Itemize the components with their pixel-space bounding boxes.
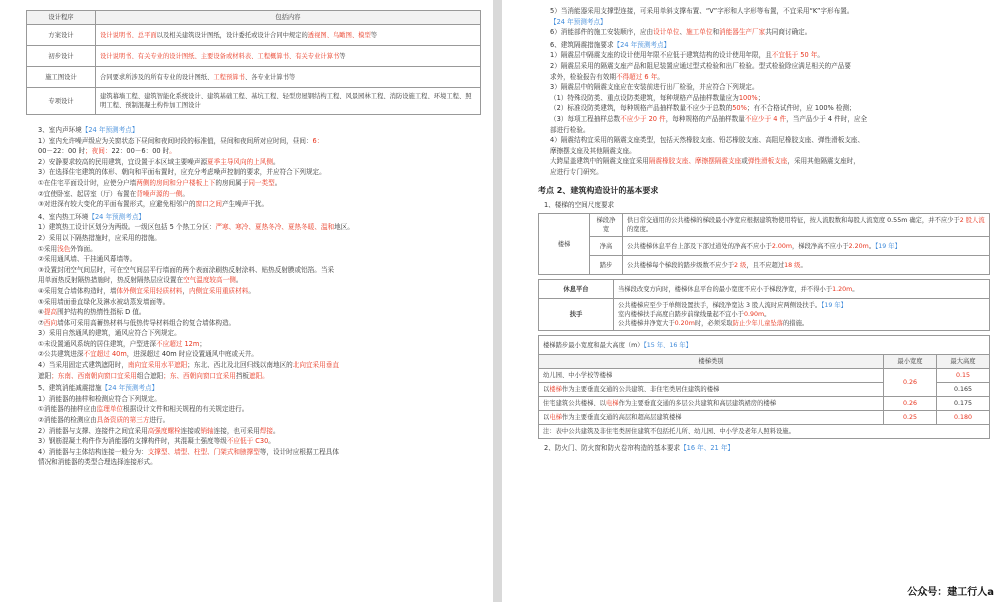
line-text: 1）消能器的抽样和检测应符合下列规定。 [38, 394, 161, 403]
key-term: 不得超过 6 年 [615, 72, 658, 81]
line-text: 摩擦摆支座及其他隔震支座。 [550, 146, 636, 155]
text-line [26, 189, 481, 200]
table-row [539, 369, 990, 383]
table-row [27, 67, 481, 88]
line-text: 22：00－6：00 时 [111, 147, 170, 156]
line-text: 。 [272, 157, 280, 166]
line-text: 求外，检验报告有效期 [550, 72, 616, 81]
table-row [27, 88, 481, 115]
line-text: （2）标准设防类建筑，每种规格产品抽样数量不应少于总数的 [550, 104, 733, 113]
key-term: 同一类型 [248, 178, 275, 187]
line-text: ①消能器的抽样应由 [38, 405, 97, 414]
text-line [538, 72, 990, 83]
text-line [538, 114, 990, 125]
line-text: 墙体可采用高蓄热材料与低热传导材料组合的复合墙体构造。 [57, 318, 236, 327]
key-term: 。 [169, 147, 176, 156]
key-term: 弹性滑板支座 [747, 157, 788, 166]
line-text: 的房间属于 [215, 178, 249, 187]
group-cell: 楼梯 [539, 214, 590, 275]
text-line [538, 135, 990, 146]
stage-cell: 方案设计 [27, 25, 96, 46]
line-text: ④采用复合墙体构造时，墙 [38, 286, 117, 295]
line-text: 情况和消能器的类型合理选择连接形式。 [38, 458, 157, 467]
text-line [538, 146, 990, 157]
key-term: 南向宜采用水平遮阳 [127, 361, 188, 370]
line-text: ②宜使卧室、起居室（厅）布置在 [38, 189, 137, 198]
key-term: 窗口之间 [195, 200, 222, 209]
line-text: 2）隔震层采用的隔震支座产品和阻尼装置应通过型式检验和出厂检验。型式检验除应满足相关的产品要 [550, 61, 851, 70]
subsection-title: 1、楼梯的空间尺度要求 [544, 200, 615, 209]
line-text: 或 [741, 157, 748, 166]
table-row [539, 397, 990, 411]
text-line [26, 254, 481, 265]
text-line [26, 125, 481, 136]
line-text: 2）消能器与支撑、连接件之间宜采用 [38, 426, 148, 435]
height-cell: 0.180 [937, 411, 990, 425]
line-text: （1）特殊设防类、重点设防类建筑，每种规格产品抽样数量应为 [550, 93, 739, 102]
line-text: 6）消能部件的施工安装顺序，应由 [550, 28, 654, 37]
line-text: 4）当采用固定式建筑遮阳时， [38, 361, 128, 370]
stage-cell: 专项设计 [27, 88, 96, 115]
text-line [26, 297, 481, 308]
text-line [538, 61, 990, 72]
text-line [26, 136, 481, 147]
text-line [26, 383, 481, 394]
table-row [539, 214, 990, 237]
text-line [26, 222, 481, 233]
line-text: 4）隔震结构宜采用的隔震支座类型，包括天然橡胶支座、铅芯橡胶支座、高阻尼橡胶支座、弹性滑板支座、 [550, 136, 865, 145]
text-line [26, 178, 481, 189]
line-text: ，采用其他隔震支座时， [787, 157, 860, 166]
text-line [26, 426, 481, 437]
text-line [26, 286, 481, 297]
line-text: 6、建筑隔震措施要求 [550, 40, 614, 49]
text-line [26, 371, 481, 382]
line-text: 和 [712, 28, 720, 37]
item-cell: 净高 [590, 237, 623, 256]
exam-tag: 【24 年预测考点】 [613, 40, 671, 49]
text-line [538, 103, 990, 114]
key-term: 100% [738, 93, 758, 102]
line-text: 、 [679, 28, 687, 37]
line-text: 挡板 [235, 371, 249, 380]
line-text: 连接，也可采用 [213, 426, 260, 435]
content-cell: 合同要求所涉及的所有专业的设计图纸、工程预算书、各专业计算书等 [96, 67, 481, 88]
line-text: 用单面热反射隔热措施时，热反射隔热层应设置在 [38, 276, 184, 285]
line-text: ； [757, 93, 765, 102]
key-term: 不应少于 20 件 [620, 114, 666, 123]
line-text: 等，设计时应根据工程具体 [259, 447, 339, 456]
exam-tag: 【24 年预测考点】 [101, 384, 159, 393]
text-cell: 当梯段改变方向时，楼梯休息平台的最小宽度不应小于梯段净宽，并不得小于1.20m。 [614, 280, 990, 299]
text-cell: 公共楼梯休息平台上部及下部过道处的净高不应小于2.00m，梯段净高不应小于2.20m。【19 年】 [623, 237, 990, 256]
key-term: ；夜间： [85, 147, 112, 156]
key-term: 销轴 [200, 426, 214, 435]
line-text: 产生噪声干扰。 [221, 200, 269, 209]
line-text: 5、建筑消能减震措施 [38, 384, 102, 393]
line-text: 1）室内允许噪声级应为关窗状态下昼间和夜间时段的标准值，昼间和夜间所对应时间，昼间： [38, 136, 313, 145]
key-term: 提高 [43, 308, 58, 317]
content-cell: 设计说明书、有关专业的设计图纸、主要设备或材料表、工程概算书、有关专业计算书等 [96, 46, 481, 67]
key-term: 北向宜采用垂直 [292, 361, 339, 370]
line-text: ③设置封闭空气间层时，可在空气间层平行墙面的两个表面涂刷热反射涂料、贴热反射膜或铝箔。当采 [38, 265, 335, 274]
line-text: ⑥ [38, 308, 44, 317]
category-cell: 住宅建筑公共楼梯、以电梯作为主要垂直交通的多层公共建筑和高层建筑裙房的楼梯 [539, 397, 884, 411]
key-term: 不应超过 12m [156, 339, 200, 348]
line-text: 4、室内热工环境 [38, 212, 89, 221]
line-text: ②采用通风墙、干挂通风幕墙等。 [38, 255, 137, 264]
text-line [538, 40, 990, 51]
line-text: 进行。 [149, 416, 170, 425]
key-term: 具备资质的第三方 [96, 416, 150, 425]
text-line [26, 447, 481, 458]
line-text: 2）采用以下隔热措施时，应采用的措施。 [38, 233, 161, 242]
category-cell: 以电梯作为主要垂直交通的高层和超高层建筑楼梯 [539, 411, 884, 425]
line-text: 4）消能器与主体结构连接一般分为： [38, 447, 148, 456]
line-text: 遮阳 [38, 371, 52, 380]
line-text: ；东北、西北及北回归线以南地区的 [187, 361, 293, 370]
text-line [538, 167, 990, 178]
line-text: 外饰面。 [70, 244, 97, 253]
key-term: 内侧宜采用重质材料 [188, 286, 249, 295]
key-term: 不宜低于 50 年 [771, 51, 818, 60]
table-header: 设计程序 [27, 11, 96, 25]
key-term: 西向 [43, 318, 58, 327]
line-text: ，每种规格的产品抽样数量 [665, 114, 745, 123]
line-text: 00－22：00 时 [38, 147, 86, 156]
line-text: 。 [235, 276, 243, 285]
line-text: 围护结构的热惰性指标 D 值。 [57, 308, 146, 317]
key-term: 体外侧宜采用轻质材料 [116, 286, 183, 295]
key-term: 空气温度较高一侧 [183, 276, 236, 285]
line-text: ①在住宅平面设计时，应使分户墙 [38, 178, 137, 187]
exam-tag: 【24 年预测考点】 [550, 17, 607, 26]
line-text: 应进行专门研究。 [550, 167, 603, 176]
content-cell: 建筑幕墙工程、建筑智能化系统设计、建筑基础工程、基坑工程、轻型房屋钢结构工程、风景园林工程、消防设施工程、环境工程、照明工程、预制混凝土构件加工图设计 [96, 88, 481, 115]
text-line [538, 6, 990, 17]
width-cell: 0.26 [884, 397, 937, 411]
line-text: 根据设计文件和相关规程的有关规定进行。 [123, 405, 249, 414]
left-body-text [26, 125, 481, 468]
stage-cell: 初步设计 [27, 46, 96, 67]
line-text: ③对进深有较大变化的平面布置形式，应避免相邻户的 [38, 200, 196, 209]
table-row [539, 411, 990, 425]
text-cell: 公共楼梯每个梯段的踏步级数不应少于2 级，且不应超过18 级。 [623, 256, 990, 275]
table-caption: 楼梯踏步最小宽度和最大高度（m）【15 年、16 年】 [539, 336, 990, 355]
line-text: ⑦ [38, 318, 44, 327]
text-line [538, 50, 990, 61]
text-line [538, 17, 990, 28]
line-text: 共同商讨确定。 [765, 28, 812, 37]
line-text: 5）当消能器采用支撑型连接，可采用单斜支撑布置、“V”字形和人字形等布置，不宜采用“K”字形布置。 [550, 7, 854, 15]
table-note-row [539, 425, 990, 439]
line-text: ；有不合格试件时，应 100% 检测； [746, 104, 856, 113]
key-term: 两侧的房间和分户楼板上下 [136, 178, 216, 187]
line-text: ⑤采用墙面垂直绿化及淋水被动蒸发墙面等。 [38, 297, 170, 306]
line-text: 3、室内声环境 [38, 126, 82, 134]
line-text: 。 [182, 189, 189, 198]
key-term: 严寒、寒冷、夏热冬冷、夏热冬暖、温和 [215, 223, 335, 232]
width-cell: 0.26 [884, 369, 937, 397]
table-row [539, 256, 990, 275]
key-term: 不宜超过 40m [83, 350, 127, 359]
line-text: ①未设置通风系统的居住建筑，户型进深 [38, 339, 157, 348]
key-term: 设计单位 [653, 28, 680, 37]
key-term: 高强度螺栓 [147, 426, 181, 435]
table-row [539, 299, 990, 331]
text-line [538, 27, 990, 38]
key-term: ；东南、西南朝向窗口宜采用 [51, 371, 137, 380]
text-line [538, 82, 990, 93]
key-term: 隔震橡胶支座、摩擦摆隔震支座 [648, 157, 742, 166]
category-cell: 以楼梯作为主要垂直交通的公共建筑、非住宅类居住建筑的楼梯 [539, 383, 884, 397]
section-title: 考点 2、建筑构造设计的基本要求 [538, 185, 659, 195]
line-text: 。 [272, 426, 280, 435]
line-text: 组合遮阳 [136, 371, 164, 380]
line-text: 连接或 [180, 426, 201, 435]
design-stage-table [26, 10, 481, 115]
line-text: 3）隔震层中的隔震支座应在安装前进行出厂检验，并应符合下列规定。 [550, 83, 759, 92]
table-header-row [27, 11, 481, 25]
table-header: 楼梯类别 [539, 355, 884, 369]
right-body-text [538, 6, 990, 178]
line-text: 。 [817, 51, 824, 60]
text-line [26, 212, 481, 223]
key-term: 50% [732, 104, 747, 113]
line-text: ； [199, 339, 206, 348]
line-text: ， [182, 286, 189, 295]
step-dimension-table [538, 335, 990, 439]
key-term: 6： [312, 136, 324, 145]
table-header: 包括内容 [96, 11, 481, 25]
line-text: 3）采用自然通风的建筑，通风应符合下列规定。 [38, 329, 181, 338]
exam-tag: 【24 年预测考点】 [88, 212, 146, 221]
text-line [26, 265, 481, 276]
right-page [502, 0, 1000, 602]
text-line [26, 167, 481, 178]
line-text: 3）钢筋混凝土构件作为消能器的支撑构件时，其混凝土强度等级 [38, 437, 227, 446]
item-cell: 梯段净宽 [590, 214, 623, 237]
table-row [27, 46, 481, 67]
line-text: 。 [268, 437, 275, 446]
table-row [27, 25, 481, 46]
table-row [539, 237, 990, 256]
content-cell: 设计说明书、总平面以及相关建筑设计图纸，设计委托或设计合同中规定的透视图、鸟瞰图、模型等 [96, 25, 481, 46]
line-text: ①采用 [38, 244, 58, 253]
line-text: ②消能器的检测应由 [38, 416, 97, 425]
text-line [26, 457, 481, 468]
stage-cell: 施工图设计 [27, 67, 96, 88]
platform-label: 休息平台 [539, 280, 614, 299]
line-text: ，当产品少于 4 件时，应全 [786, 114, 868, 123]
line-text: 1）建筑热工设计区划分为两级。一级区包括 5 个热工分区： [38, 223, 216, 232]
key-term: 焊接 [259, 426, 273, 435]
text-line [26, 436, 481, 447]
text-line [538, 156, 990, 167]
table-header-row [539, 355, 990, 369]
exam-tag: 【24 年预测考点】 [81, 126, 139, 134]
line-text: ②公共建筑进深 [38, 350, 84, 359]
text-line [26, 339, 481, 350]
line-text: 地区。 [334, 223, 354, 232]
height-cell: 0.175 [937, 397, 990, 411]
line-text: ，进深超过 40m 时应设置通风中庭或天井。 [126, 350, 258, 359]
line-text: 。 [657, 72, 664, 81]
subsection-title: 2、防火门、防火窗和防火卷帘构造的基本要求【16 年、21 年】 [544, 444, 735, 453]
text-line [26, 233, 481, 244]
width-cell: 0.25 [884, 411, 937, 425]
table-header: 最小宽度 [884, 355, 937, 369]
category-cell: 幼儿园、中小学校等楼梯 [539, 369, 884, 383]
key-term: 支撑型、墙型、柱型、门架式和腋撑型 [147, 447, 260, 456]
height-cell: 0.165 [937, 383, 990, 397]
line-text: 。 [248, 286, 255, 295]
text-line [26, 157, 481, 168]
key-term: 消能器生产厂家 [719, 28, 766, 37]
text-line [26, 349, 481, 360]
text-line [26, 275, 481, 286]
watermark: 公众号：建工行人a [907, 587, 994, 598]
table-note: 注：表中公共建筑及非住宅类居住建筑不包括托儿所、幼儿园、中小学及老年人照料设施。 [539, 425, 990, 439]
text-line [26, 404, 481, 415]
key-term: 遮阳。 [249, 371, 269, 380]
page-gap [493, 0, 502, 602]
line-text: 1）隔震层中隔震支座的设计使用年限不应低于建筑结构的设计使用年限，且 [550, 51, 772, 60]
text-line [26, 328, 481, 339]
text-line [26, 307, 481, 318]
text-cell: 公共楼梯应至少于单侧设置扶手，梯段净宽达 3 股人流时应两侧设扶手。【19 年】 室内楼梯扶手高度自踏步前缘线量起不宜小于0.90m。 公共楼梯井净宽大于0.20m时，必须采取防止少年儿童坠落的措施。 [614, 299, 990, 331]
line-text: 2）安静要求较高的民用建筑，宜设置于本区域主要噪声源 [38, 157, 208, 166]
line-text: 部进行检验。 [550, 125, 590, 134]
line-text: 3）在选择住宅建筑的体形、朝向和平面布置时，应充分考虑噪声控制的要求，并应符合下列规定。 [38, 168, 326, 177]
table-caption-row [539, 336, 990, 355]
table-header: 最大高度 [937, 355, 990, 369]
key-term: ；东、西朝向窗口宜采用 [163, 371, 236, 380]
text-line [26, 199, 481, 210]
line-text: 。 [274, 178, 282, 187]
key-term: 监理单位 [96, 405, 124, 414]
text-line [538, 93, 990, 104]
key-term: 不应少于 4 件 [744, 114, 787, 123]
table-row [539, 280, 990, 299]
key-term: 背噪声源的一侧 [136, 189, 183, 198]
key-term: 浅色 [57, 244, 71, 253]
text-line [26, 244, 481, 255]
text-cell: 供日常交通用的公共楼梯的梯段最小净宽应根据建筑物使用特征，按人流股数和每股人流宽度 0.55m 确定，并不应少于2 股人流的宽度。 [623, 214, 990, 237]
key-term: 施工单位 [686, 28, 713, 37]
stair-requirements-table [538, 213, 990, 275]
platform-handrail-table [538, 279, 990, 331]
text-line [26, 415, 481, 426]
line-text: 大跨屋盖建筑中的隔震支座宜采用 [550, 157, 649, 166]
text-line [26, 318, 481, 329]
handrail-label: 扶手 [539, 299, 614, 331]
item-cell: 踏步 [590, 256, 623, 275]
line-text: （3）每项工程抽样总数 [550, 114, 621, 123]
left-page [0, 0, 493, 602]
height-cell: 0.15 [937, 369, 990, 383]
text-line [26, 360, 481, 371]
key-term: 夏季主导风向的上风侧 [207, 157, 273, 166]
text-line [538, 125, 990, 136]
text-line [26, 146, 481, 157]
text-line [26, 394, 481, 405]
key-term: 不应低于 C30 [226, 437, 269, 446]
